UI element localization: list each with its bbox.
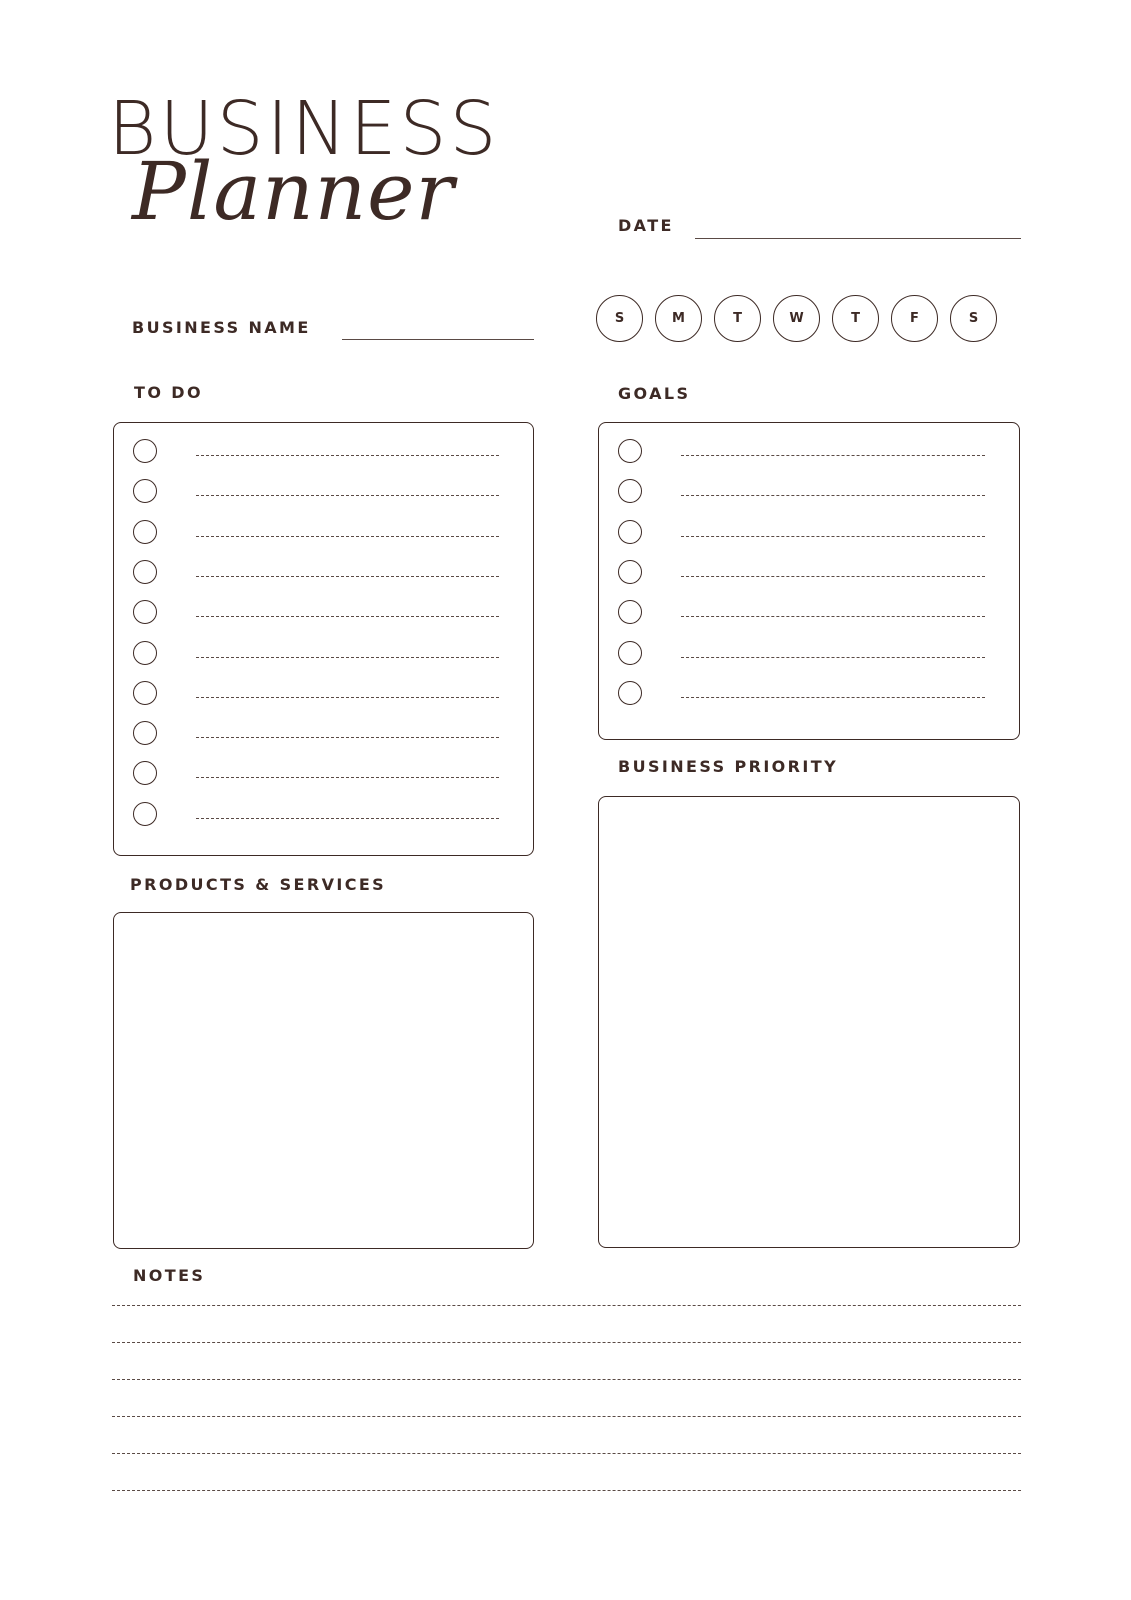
checklist-item[interactable]	[599, 520, 1019, 550]
day-circle[interactable]: W	[773, 295, 820, 342]
checklist-line[interactable]	[196, 616, 499, 617]
notes-label: NOTES	[133, 1266, 206, 1285]
date-field-line[interactable]	[695, 238, 1021, 239]
goals-box	[598, 422, 1020, 740]
checkbox-circle[interactable]	[133, 479, 157, 503]
business-name-field-line[interactable]	[342, 339, 534, 340]
checkbox-circle[interactable]	[133, 802, 157, 826]
notes-line[interactable]	[112, 1453, 1021, 1454]
checklist-item[interactable]	[599, 641, 1019, 671]
days-of-week	[596, 295, 997, 342]
checklist-line[interactable]	[681, 576, 985, 577]
notes-line[interactable]	[112, 1305, 1021, 1306]
checklist-item[interactable]	[114, 721, 533, 751]
checkbox-circle[interactable]	[618, 600, 642, 624]
checklist-line[interactable]	[196, 536, 499, 537]
checkbox-circle[interactable]	[133, 721, 157, 745]
checkbox-circle[interactable]	[618, 641, 642, 665]
checkbox-circle[interactable]	[133, 681, 157, 705]
checkbox-circle[interactable]	[133, 439, 157, 463]
checklist-item[interactable]	[114, 761, 533, 791]
checklist-item[interactable]	[114, 802, 533, 832]
checklist-item[interactable]	[114, 439, 533, 469]
checklist-item[interactable]	[599, 560, 1019, 590]
products-services-label: PRODUCTS & SERVICES	[130, 875, 387, 894]
checklist-line[interactable]	[196, 737, 499, 738]
todo-box	[113, 422, 534, 856]
checklist-line[interactable]	[681, 697, 985, 698]
checklist-line[interactable]	[681, 657, 985, 658]
business-name-label: BUSINESS NAME	[132, 318, 311, 337]
notes-line[interactable]	[112, 1379, 1021, 1380]
day-circle[interactable]: T	[714, 295, 761, 342]
checklist-line[interactable]	[196, 697, 499, 698]
checkbox-circle[interactable]	[133, 761, 157, 785]
checklist-line[interactable]	[196, 657, 499, 658]
notes-line[interactable]	[112, 1490, 1021, 1491]
checkbox-circle[interactable]	[133, 520, 157, 544]
checkbox-circle[interactable]	[618, 560, 642, 584]
goals-label: GOALS	[618, 384, 691, 403]
checklist-item[interactable]	[114, 520, 533, 550]
checklist-line[interactable]	[196, 455, 499, 456]
checkbox-circle[interactable]	[618, 520, 642, 544]
checklist-line[interactable]	[681, 455, 985, 456]
business-priority-box[interactable]	[598, 796, 1020, 1248]
checklist-line[interactable]	[196, 777, 499, 778]
checklist-item[interactable]	[599, 439, 1019, 469]
day-circle[interactable]: F	[891, 295, 938, 342]
checklist-line[interactable]	[196, 495, 499, 496]
checkbox-circle[interactable]	[618, 439, 642, 463]
checklist-item[interactable]	[599, 600, 1019, 630]
title-planner-script: Planner	[132, 145, 455, 238]
title-business: BUSINESS	[108, 86, 500, 172]
checklist-item[interactable]	[114, 641, 533, 671]
checkbox-circle[interactable]	[618, 479, 642, 503]
checklist-line[interactable]	[196, 576, 499, 577]
checkbox-circle[interactable]	[133, 560, 157, 584]
products-services-box[interactable]	[113, 912, 534, 1249]
day-circle[interactable]: T	[832, 295, 879, 342]
day-circle[interactable]: S	[596, 295, 643, 342]
checklist-item[interactable]	[114, 479, 533, 509]
notes-line[interactable]	[112, 1416, 1021, 1417]
business-priority-label: BUSINESS PRIORITY	[618, 757, 839, 776]
checklist-item[interactable]	[114, 600, 533, 630]
checklist-item[interactable]	[599, 479, 1019, 509]
checkbox-circle[interactable]	[133, 600, 157, 624]
day-circle[interactable]: M	[655, 295, 702, 342]
checkbox-circle[interactable]	[133, 641, 157, 665]
day-circle[interactable]: S	[950, 295, 997, 342]
todo-label: TO DO	[134, 383, 203, 402]
checkbox-circle[interactable]	[618, 681, 642, 705]
checklist-item[interactable]	[114, 560, 533, 590]
checklist-line[interactable]	[681, 616, 985, 617]
checklist-line[interactable]	[196, 818, 499, 819]
checklist-item[interactable]	[599, 681, 1019, 711]
date-label: DATE	[618, 216, 674, 235]
checklist-line[interactable]	[681, 536, 985, 537]
checklist-item[interactable]	[114, 681, 533, 711]
notes-line[interactable]	[112, 1342, 1021, 1343]
checklist-line[interactable]	[681, 495, 985, 496]
